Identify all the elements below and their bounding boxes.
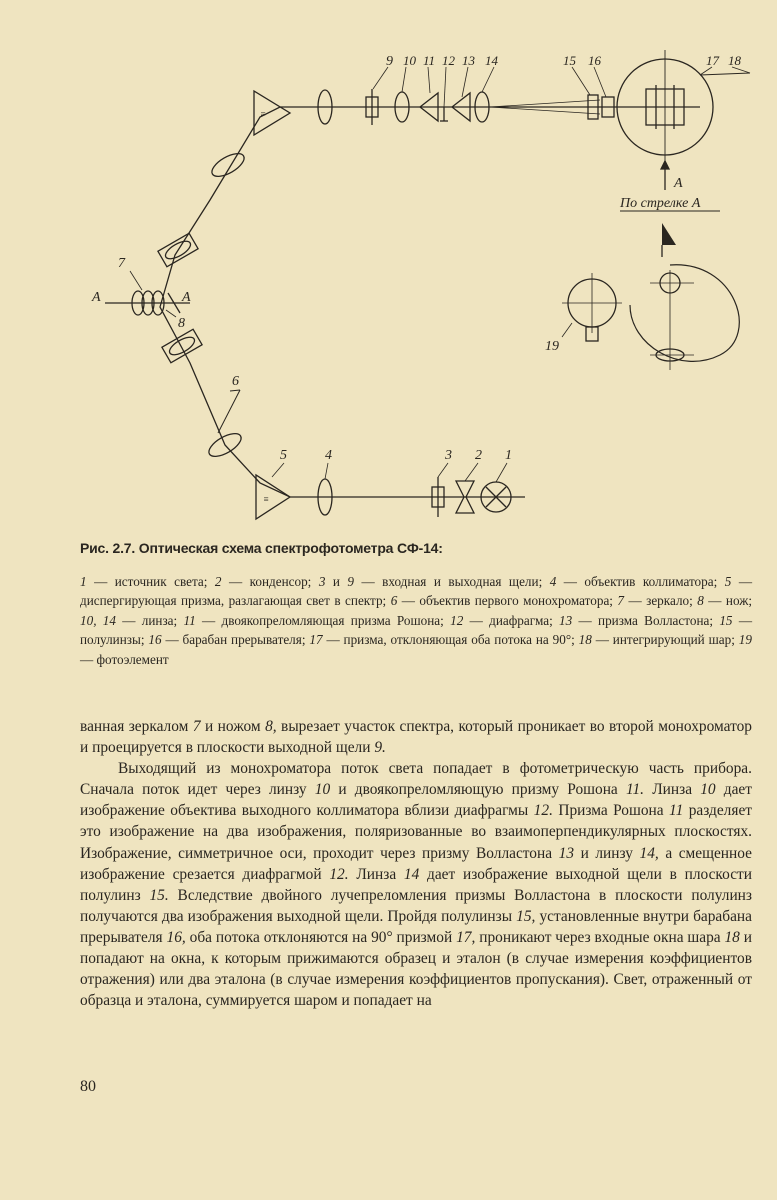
text-run: и линзу (574, 844, 640, 862)
objective-lens-upper (208, 149, 247, 181)
label-axis-a-right: A (182, 290, 191, 305)
legend-text: — нож; (703, 593, 753, 609)
label-15: 15 (563, 53, 576, 68)
reference-number: 13 (558, 844, 575, 862)
legend-number: 6 (390, 593, 398, 609)
reference-number: 11. (625, 781, 645, 799)
label-16: 16 (588, 53, 601, 68)
legend-number: 3 (318, 574, 326, 589)
legend-text: — объектив первого монохроматора; (397, 593, 618, 609)
label-arrow-a: A (674, 176, 683, 191)
label-7: 7 (118, 256, 125, 271)
arrow-a (661, 161, 669, 190)
reference-number: 7 (192, 718, 201, 735)
legend-text: и (325, 574, 348, 589)
legend-text: — зеркало; (624, 593, 698, 609)
reference-number: 10 (314, 781, 331, 799)
label-14: 14 (485, 53, 498, 68)
svg-text:≡: ≡ (260, 109, 267, 119)
text-run: Линза (644, 781, 701, 799)
legend-number: 12 (450, 612, 464, 628)
legend-text: — диспергирующая призма, разлагающая свет в спектр; (80, 574, 753, 609)
text-run: Выходящий из монохроматора поток света попадает в фотометрическую часть прибора. Сначала поток идет через линзу (80, 760, 752, 799)
legend-number: 1 (80, 574, 87, 589)
text-run: вырезает участок спектра, который проникает во второй монохроматор и проецируется в плоскости выходной щели (80, 718, 752, 757)
reference-number: 14 (403, 865, 420, 883)
label-13: 13 (462, 53, 475, 68)
text-run: и попадают на окна, к которым прижимаются образец и эталон (в случае измерения коэффициентов отражения) или два эталона (в случае измерения коэффициентов пропускания). Свет, отраженный от образца и эталона, суммируется шаром и попадает на (80, 928, 752, 1010)
reference-number: 9. (374, 739, 386, 757)
legend-number: 10, 14 (80, 612, 116, 628)
legend-number: 4 (549, 574, 557, 589)
legend-number: 13 (559, 612, 573, 628)
reference-number: 8, (265, 718, 277, 735)
label-6: 6 (232, 374, 239, 389)
legend-number: 9 (347, 574, 355, 589)
legend-number: 15 (719, 612, 733, 628)
reference-number: 10 (700, 781, 716, 799)
label-8: 8 (178, 316, 185, 331)
legend-text: — интегрирующий шар; (591, 632, 739, 648)
figure-caption-title: Рис. 2.7. Оптическая схема спектрофотометра СФ-14: (80, 540, 443, 556)
optical-scheme-diagram (60, 45, 760, 525)
label-10: 10 (403, 53, 416, 68)
reference-number: 15. (149, 886, 169, 904)
text-run: дает изображение выходной щели в плоскости полулинз (80, 865, 752, 904)
legend-number: 2 (214, 574, 222, 589)
label-1: 1 (505, 448, 512, 463)
reference-number: 18 (724, 928, 740, 946)
view-caption: По стрелке А (620, 196, 701, 211)
text-run: и двоякопреломляющую призму Рошона (330, 781, 626, 799)
reference-number: 12. (533, 802, 553, 820)
text-run: Линза (348, 865, 404, 883)
legend-number: 16 (148, 632, 162, 648)
side-view (562, 223, 739, 370)
label-17: 17 (706, 53, 719, 68)
mirror-element (162, 329, 202, 363)
label-5: 5 (280, 448, 287, 463)
legend-number: 11 (183, 612, 196, 628)
reference-number: 12. (329, 865, 349, 883)
label-9: 9 (386, 54, 393, 69)
text-run: установленные внутри барабана прерывателя (80, 907, 752, 946)
legend-number: 19 (738, 632, 752, 648)
label-axis-a-left: A (92, 290, 101, 305)
legend-text: — конденсор; (221, 574, 319, 589)
legend-text: — источник света; (86, 574, 215, 589)
dispersing-prism-5 (256, 475, 290, 519)
label-19: 19 (545, 339, 559, 354)
legend-text: — линза; (115, 612, 184, 628)
prism-17 (700, 73, 750, 75)
text-run: и ножом (200, 718, 266, 735)
page-number: 80 (80, 1078, 96, 1095)
legend-text: — полулинзы; (80, 612, 753, 648)
legend-number: 5 (724, 574, 732, 589)
legend-number: 17 (309, 632, 323, 648)
reference-number: 11 (669, 802, 684, 820)
text-run: дает изображение объектива выходного коллиматора вблизи диафрагмы (80, 781, 752, 820)
legend-number: 7 (617, 593, 625, 609)
legend-number: 8 (697, 593, 704, 609)
text-run: Вследствие двойного лучепреломления призмы Волластона в плоскости полулинз получаются два изображения выходной щели. Пройдя полулинзы (80, 886, 752, 925)
reference-number: 16, (166, 928, 186, 946)
legend-text: — фотоэлемент (80, 651, 169, 667)
text-run: ванная зеркалом (80, 718, 193, 735)
legend-text: — призма Волластона; (572, 612, 720, 628)
legend-text: — входная и выходная щели; (354, 574, 550, 589)
mirror-7-knife-8 (105, 291, 190, 315)
prism-upper (254, 91, 290, 135)
legend-text: — двоякопреломляющая призма Рошона; (195, 612, 451, 628)
legend-number: 18 (578, 632, 592, 648)
paragraph-2 (80, 758, 752, 1011)
text-run: а смещенное изображение срезается диафрагмой (80, 844, 752, 883)
text-run: оба потока отклоняются на 90° призмой (185, 928, 457, 946)
label-3: 3 (445, 448, 452, 463)
paragraph-1 (80, 716, 752, 758)
text-run: разделяет это изображение на два изображения, поляризованные во взаимоперпендикулярных плоскостях. Изображение, симметричное оси, проходит через призму Волластона (80, 802, 753, 862)
label-2: 2 (475, 448, 482, 463)
legend-text: — диафрагма; (463, 612, 560, 628)
svg-text:≡: ≡ (263, 494, 270, 504)
legend-text: — призма, отклоняющая оба потока на 90°; (322, 632, 579, 648)
legend-text: — объектив коллиматора; (556, 574, 725, 589)
leader-lines (130, 67, 750, 482)
label-12: 12 (442, 53, 455, 68)
body-text (80, 716, 752, 1011)
reference-number: 17, (456, 928, 476, 946)
label-4: 4 (325, 448, 332, 463)
diaphragm-12 (440, 107, 448, 121)
text-run: проникают через входные окна шара (475, 928, 725, 946)
legend-text: — барабан прерывателя; (161, 632, 310, 648)
text-run: Призма Рошона (552, 802, 670, 820)
reference-number: 15, (516, 907, 536, 925)
label-18: 18 (728, 53, 741, 68)
reference-number: 14, (639, 844, 659, 862)
label-11: 11 (423, 53, 436, 68)
figure-legend (80, 572, 752, 669)
